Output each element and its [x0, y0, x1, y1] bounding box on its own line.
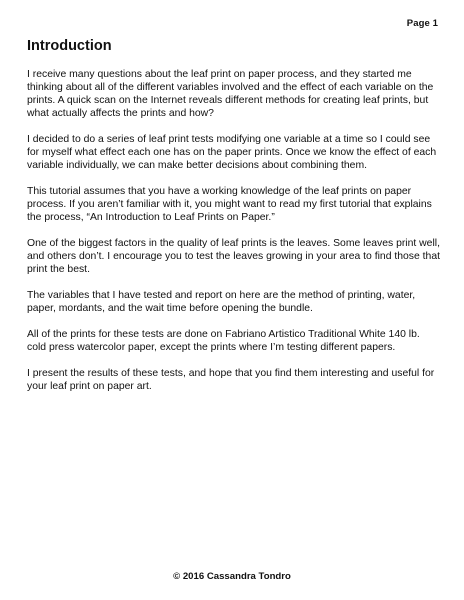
paragraph-4: One of the biggest factors in the quality of leaf prints is the leaves. Some leaves print well, and others don’t. I encourage you to test the leaves growing in your area to find those that print the best. [27, 238, 441, 276]
section-heading: Introduction [27, 38, 112, 54]
paragraph-5: The variables that I have tested and report on here are the method of printing, water, paper, mordants, and the wait time before opening the bundle. [27, 290, 416, 315]
document-body [27, 38, 441, 406]
paragraph-1: I receive many questions about the leaf print on paper process, and they started me thinking about all of the different variables involved and the effect of each variable on the prints. A quick scan on the Internet reveals different methods for creating leaf prints, but what actually affects the prints and how? [27, 69, 434, 120]
paragraph-2: I decided to do a series of leaf print tests modifying one variable at a time so I could see for myself what effect each one has on the paper prints. Once we know the effect of each variable individually, we can make better decisions about combining them. [27, 134, 437, 172]
copyright-footer: © 2016 Cassandra Tondro [173, 571, 291, 582]
page-number: Page 1 [406, 18, 438, 29]
paragraph-3: This tutorial assumes that you have a working knowledge of the leaf prints on paper process. If you aren’t familiar with it, you might want to read my first tutorial that explains the process, “An Introduction to Leaf Prints on Paper.” [27, 186, 432, 224]
paragraph-6: All of the prints for these tests are done on Fabriano Artistico Traditional White 140 lb. cold press watercolor paper, except the prints where I’m testing different papers. [27, 329, 420, 354]
paragraph-7: I present the results of these tests, and hope that you find them interesting and useful for your leaf print on paper art. [27, 368, 435, 393]
